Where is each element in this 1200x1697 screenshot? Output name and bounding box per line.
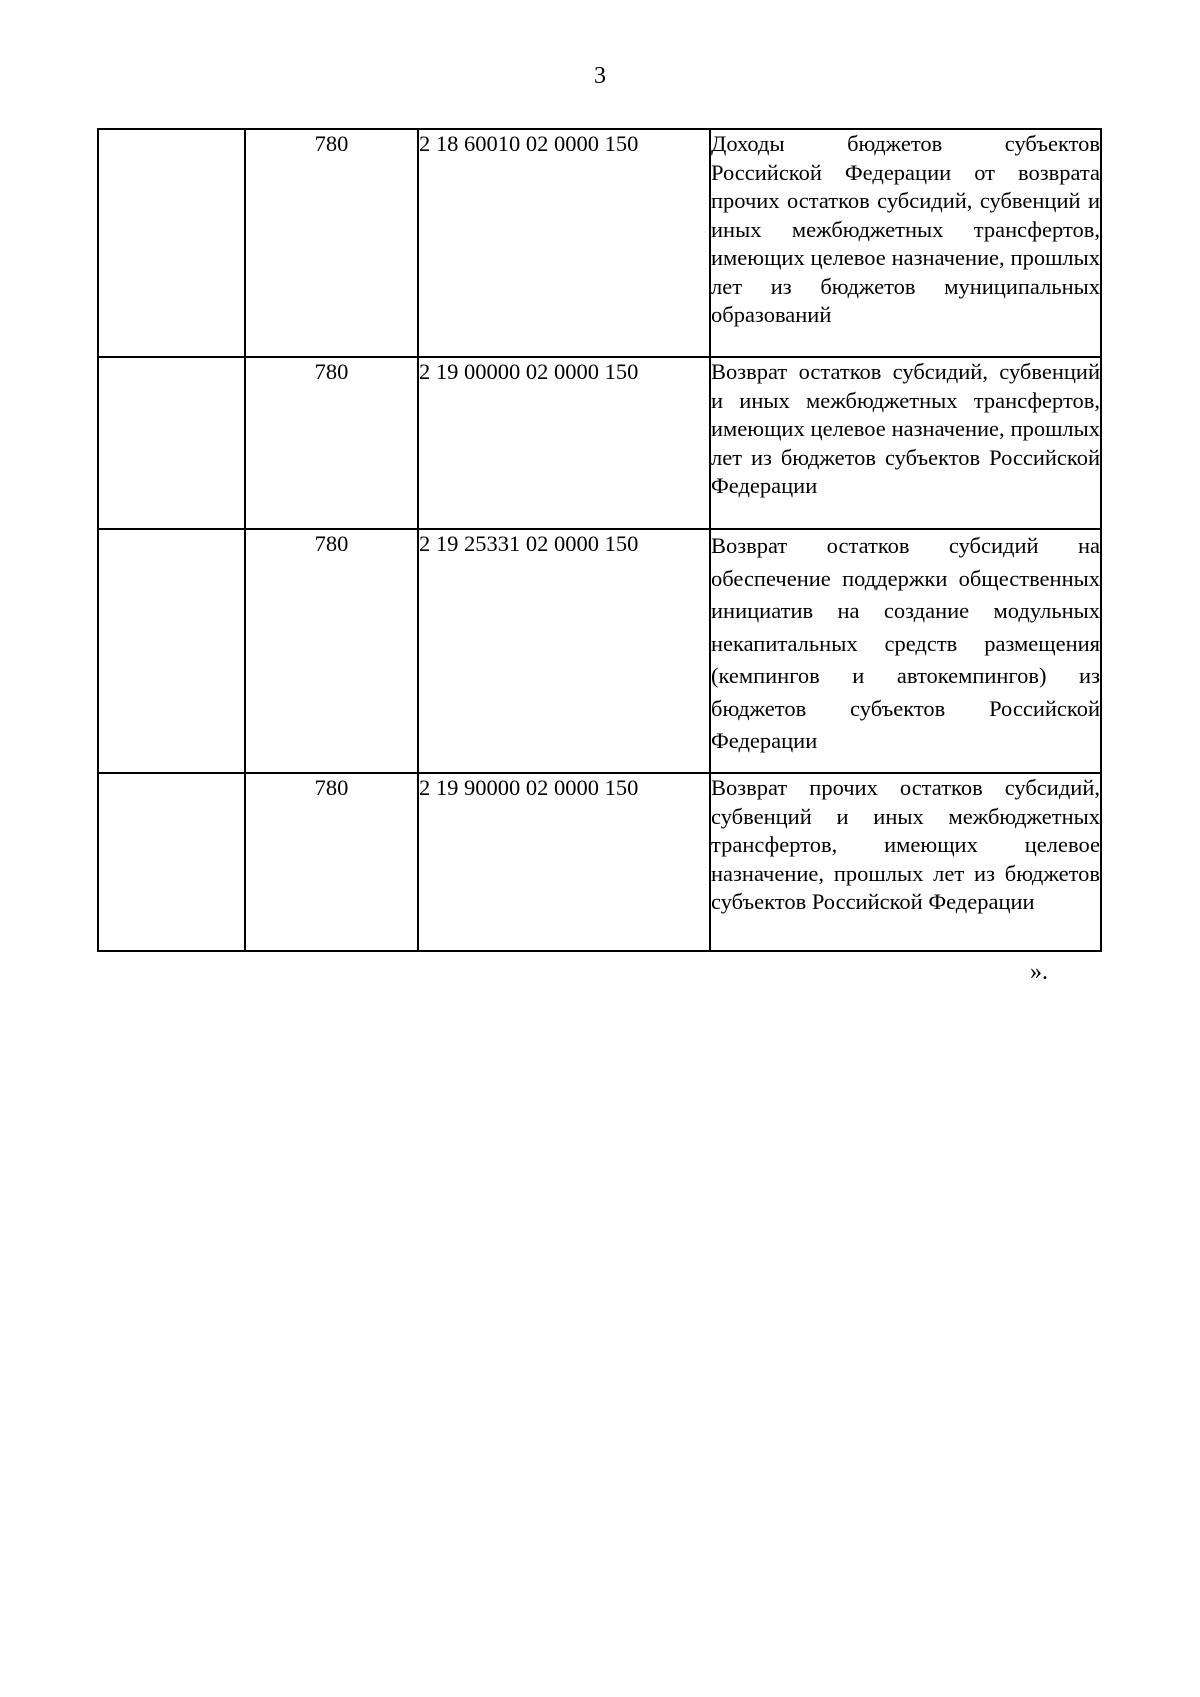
revenue-name-cell: Возврат остатков субсидий на обеспечение поддержки общественных инициатив на создание модульных некапитальных средств размещения (кемпингов и автокемпингов) из бюджетов субъектов Российской Федерации bbox=[710, 529, 1101, 773]
revenue-name-cell: Возврат прочих остатков субсидий, субвенций и иных межбюджетных трансфертов, имеющих целевое назначение, прошлых лет из бюджетов субъектов Российской Федерации bbox=[710, 773, 1101, 951]
kbk-code-cell: 2 19 90000 02 0000 150 bbox=[418, 773, 710, 951]
kbk-code-cell: 2 19 25331 02 0000 150 bbox=[418, 529, 710, 773]
revenue-name-cell: Возврат остатков субсидий, субвенций и иных межбюджетных трансфертов, имеющих целевое назначение, прошлых лет из бюджетов субъектов Российской Федерации bbox=[710, 357, 1101, 529]
revenue-name-cell: Доходы бюджетов субъектов Российской Федерации от возврата прочих остатков субсидий, субвенций и иных межбюджетных трансфертов, имеющих целевое назначение, прошлых лет из бюджетов муниципальных образований bbox=[710, 129, 1101, 357]
blank-cell bbox=[98, 529, 245, 773]
blank-cell bbox=[98, 773, 245, 951]
table-row bbox=[98, 773, 1101, 951]
table-row bbox=[98, 129, 1101, 357]
closing-quote-mark: ». bbox=[1030, 959, 1048, 985]
admin-code-cell: 780 bbox=[245, 773, 418, 951]
admin-code-cell: 780 bbox=[245, 357, 418, 529]
admin-code-cell: 780 bbox=[245, 529, 418, 773]
kbk-code-cell: 2 18 60010 02 0000 150 bbox=[418, 129, 710, 357]
blank-cell bbox=[98, 357, 245, 529]
admin-code-cell: 780 bbox=[245, 129, 418, 357]
table-row bbox=[98, 529, 1101, 773]
table-row bbox=[98, 357, 1101, 529]
kbk-code-cell: 2 19 00000 02 0000 150 bbox=[418, 357, 710, 529]
page-number: 3 bbox=[594, 63, 606, 89]
budget-codes-table bbox=[97, 128, 1102, 952]
blank-cell bbox=[98, 129, 245, 357]
